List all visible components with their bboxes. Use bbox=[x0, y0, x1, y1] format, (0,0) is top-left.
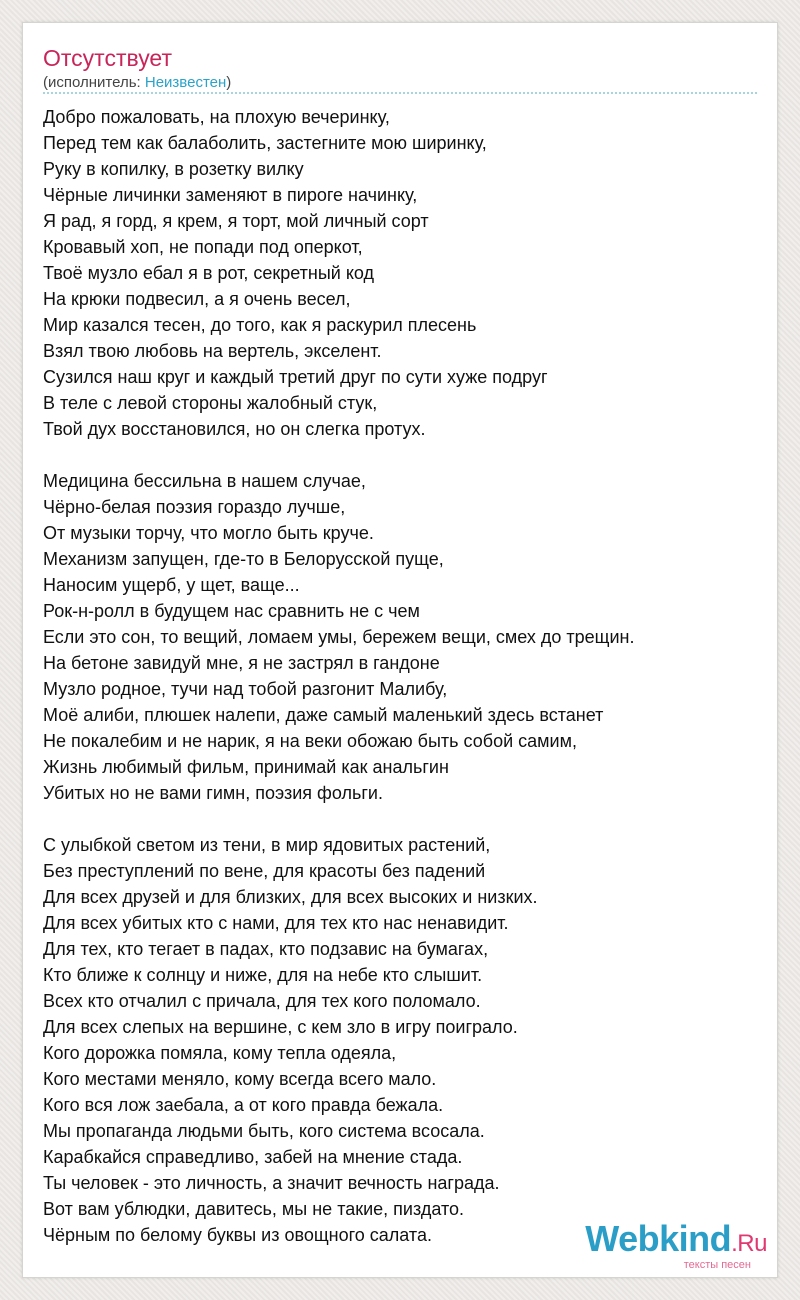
logo-wordmark bbox=[585, 1218, 767, 1262]
lyrics-body bbox=[43, 104, 763, 1248]
lyric-line: Руку в копилку, в розетку вилку bbox=[43, 159, 304, 179]
lyric-line: Перед тем как балаболить, застегните мою ширинку, bbox=[43, 133, 487, 153]
lyric-line: Мир казался тесен, до того, как я раскурил плесень bbox=[43, 315, 477, 335]
artist-link[interactable]: Неизвестен bbox=[144, 74, 227, 91]
lyric-line: Добро пожаловать, на плохую вечеринку, bbox=[43, 107, 390, 127]
lyric-line: На крюки подвесил, а я очень весел, bbox=[43, 289, 351, 309]
lyric-line: Я рад, я горд, я крем, я торт, мой личный сорт bbox=[43, 211, 429, 231]
lyric-line: Карабкайся справедливо, забей на мнение стада. bbox=[43, 1147, 463, 1167]
lyric-line: Твой дух восстановился, но он слегка протух. bbox=[43, 419, 426, 439]
lyric-line: Чёрно-белая поэзия гораздо лучше, bbox=[43, 497, 346, 517]
site-logo[interactable] bbox=[585, 1218, 767, 1271]
artist-prefix: (исполнитель: bbox=[43, 74, 145, 91]
lyric-line: Кровавый хоп, не попади под оперкот, bbox=[43, 237, 363, 257]
lyric-line: Кого вся лож заебала, а от кого правда бежала. bbox=[43, 1095, 444, 1115]
lyric-line: Твоё музло ебал я в рот, секретный код bbox=[43, 263, 375, 283]
lyric-line: Мы пропаганда людьми быть, кого система всосала. bbox=[43, 1121, 485, 1141]
song-title: Отсутствует bbox=[43, 45, 172, 71]
lyric-line: Жизнь любимый фильм, принимай как анальгин bbox=[43, 757, 449, 777]
lyric-line: С улыбкой светом из тени, в мир ядовитых растений, bbox=[43, 835, 491, 855]
lyric-line: Взял твою любовь на вертель, экселент. bbox=[43, 341, 382, 361]
title-separator bbox=[43, 92, 757, 94]
artist-line bbox=[43, 73, 231, 93]
lyrics-stanza bbox=[43, 468, 763, 806]
logo-main-text: Webkind bbox=[585, 1218, 732, 1259]
lyric-line: Для всех друзей и для близких, для всех высоких и низких. bbox=[43, 887, 538, 907]
lyric-line: Моё алиби, плюшек налепи, даже самый маленький здесь встанет bbox=[43, 705, 604, 725]
lyrics-card bbox=[22, 22, 778, 1278]
lyric-line: Чёрные личинки заменяют в пироге начинку, bbox=[43, 185, 418, 205]
lyric-line: Для всех убитых кто с нами, для тех кто нас ненавидит. bbox=[43, 913, 509, 933]
lyric-line: Кого местами меняло, кому всегда всего мало. bbox=[43, 1069, 437, 1089]
lyric-line: Без преступлений по вене, для красоты без падений bbox=[43, 861, 486, 881]
lyric-line: Если это сон, то вещий, ломаем умы, бережем вещи, смех до трещин. bbox=[43, 627, 635, 647]
lyric-line: От музыки торчу, что могло быть круче. bbox=[43, 523, 374, 543]
lyric-line: В теле с левой стороны жалобный стук, bbox=[43, 393, 378, 413]
lyric-line: Механизм запущен, где-то в Белорусской пуще, bbox=[43, 549, 444, 569]
lyric-line: Рок-н-ролл в будущем нас сравнить не с чем bbox=[43, 601, 420, 621]
lyric-line: Наносим ущерб, у щет, ваще... bbox=[43, 575, 300, 595]
lyric-line: Сузился наш круг и каждый третий друг по сути хуже подруг bbox=[43, 367, 548, 387]
lyric-line: Для тех, кто тегает в падах, кто подзавис на бумагах, bbox=[43, 939, 489, 959]
lyric-line: Музло родное, тучи над тобой разгонит Малибу, bbox=[43, 679, 448, 699]
lyric-line: Кто ближе к солнцу и ниже, для на небе кто слышит. bbox=[43, 965, 483, 985]
lyric-line: Для всех слепых на вершине, с кем зло в игру поиграло. bbox=[43, 1017, 518, 1037]
logo-tagline: тексты песен bbox=[683, 1259, 751, 1271]
lyric-line: Кого дорожка помяла, кому тепла одеяла, bbox=[43, 1043, 397, 1063]
lyric-line: Вот вам ублюдки, давитесь, мы не такие, пиздато. bbox=[43, 1199, 465, 1219]
artist-suffix: ) bbox=[226, 74, 232, 91]
lyrics-stanza bbox=[43, 104, 763, 442]
lyric-line: Медицина бессильна в нашем случае, bbox=[43, 471, 366, 491]
logo-tld: .Ru bbox=[731, 1230, 767, 1257]
lyrics-stanza bbox=[43, 832, 763, 1248]
lyric-line: Ты человек - это личность, а значит вечность награда. bbox=[43, 1173, 500, 1193]
lyric-line: Чёрным по белому буквы из овощного салата. bbox=[43, 1225, 432, 1245]
lyric-line: Убитых но не вами гимн, поэзия фольги. bbox=[43, 783, 383, 803]
lyric-line: Всех кто отчалил с причала, для тех кого поломало. bbox=[43, 991, 481, 1011]
lyric-line: Не покалебим и не нарик, я на веки обожаю быть собой самим, bbox=[43, 731, 577, 751]
lyric-line: На бетоне завидуй мне, я не застрял в гандоне bbox=[43, 653, 440, 673]
